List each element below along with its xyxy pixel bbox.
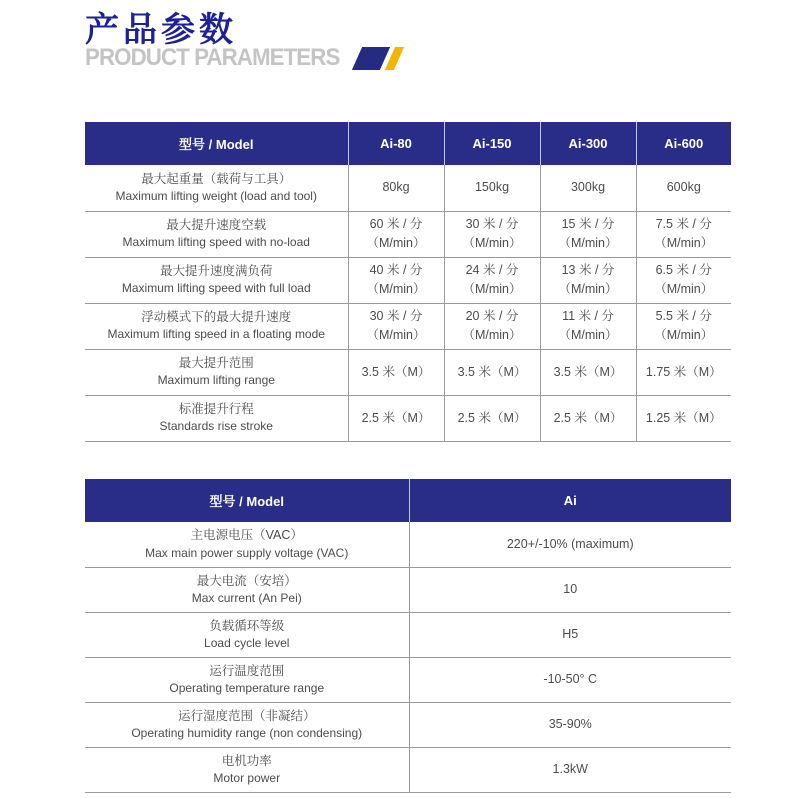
parameter-value-line: 30 米 / 分 — [369, 309, 423, 324]
parameter-label-english: Operating temperature range — [169, 680, 325, 695]
table-row — [85, 303, 731, 349]
parameter-label-cell — [85, 612, 409, 657]
parameter-value-cell — [444, 395, 540, 441]
parameter-value-cell — [348, 211, 444, 257]
parameter-value-cell — [444, 303, 540, 349]
parameter-value-line: 3.5 米（M） — [457, 364, 527, 379]
parameter-value-line: （M/min） — [366, 282, 426, 296]
parameter-value-line: （M/min） — [366, 328, 426, 342]
parameter-label-english: Maximum lifting range — [157, 373, 275, 388]
parameter-label-chinese: 运行温度范围 — [209, 663, 285, 678]
parameter-label-chinese: 负载循环等级 — [209, 618, 285, 633]
parameter-label-chinese: 电机功率 — [221, 753, 272, 768]
parameter-value-cell — [636, 395, 731, 441]
parameter-label-cell — [85, 349, 348, 395]
parameter-value-line: 1.75 米（M） — [645, 364, 722, 379]
parameter-value-line: 7.5 米 / 分 — [655, 217, 712, 232]
parameter-value-line: 10 — [563, 582, 578, 597]
parameter-value-line: （M/min） — [462, 236, 522, 250]
parameter-value-cell — [409, 522, 731, 567]
page-subtitle-row — [85, 44, 399, 72]
parameter-value-line: 40 米 / 分 — [369, 263, 423, 278]
parameter-label-cell — [85, 702, 409, 747]
parameter-value-cell — [348, 395, 444, 441]
parameter-value-line: 13 米 / 分 — [561, 263, 615, 278]
parameter-label-chinese: 最大提升速度空载 — [166, 218, 267, 233]
parameter-value-line: 24 米 / 分 — [465, 263, 519, 278]
common-parameters-table-body — [85, 522, 731, 792]
parameter-value-cell — [409, 567, 731, 612]
parameter-value-cell — [636, 211, 731, 257]
column-header-model: 型号 / Model — [85, 122, 348, 165]
parameter-value-line: （M/min） — [654, 236, 714, 250]
parameter-value-cell — [636, 257, 731, 303]
parameter-label-cell — [85, 395, 348, 441]
parameter-label-cell — [85, 165, 348, 211]
parameter-label-chinese: 最大起重量（载荷与工具） — [141, 171, 292, 186]
parameter-value-line: 600kg — [666, 180, 701, 195]
table-row — [85, 612, 731, 657]
parameter-label-english: Max current (An Pei) — [191, 590, 302, 605]
parameter-value-line: （M/min） — [366, 236, 426, 250]
parameter-value-line: 2.5 米（M） — [553, 410, 623, 425]
parameter-value-cell — [540, 395, 636, 441]
parameter-value-cell — [348, 165, 444, 211]
table-row — [85, 522, 731, 567]
parameter-value-line: （M/min） — [462, 282, 522, 296]
page-title-english: PRODUCT PARAMETERS — [85, 44, 340, 71]
parameter-label-english: Operating humidity range (non condensing) — [131, 725, 363, 740]
parameter-label-chinese: 标准提升行程 — [178, 402, 254, 417]
parameter-value-cell — [348, 257, 444, 303]
parameter-value-cell — [540, 349, 636, 395]
parameter-value-cell — [409, 657, 731, 702]
parameter-value-line: 6.5 米 / 分 — [655, 263, 712, 278]
model-parameters-table-body — [85, 165, 731, 441]
parameter-label-chinese: 最大提升范围 — [178, 356, 254, 371]
parameter-label-cell — [85, 257, 348, 303]
parameter-value-line: 15 米 / 分 — [561, 217, 615, 232]
parameter-value-line: （M/min） — [462, 328, 522, 342]
parameter-label-english: Standards rise stroke — [159, 419, 273, 434]
parameter-value-line: （M/min） — [558, 328, 618, 342]
parameter-value-line: 300kg — [570, 180, 606, 195]
parameter-value-line: 3.5 米（M） — [553, 364, 623, 379]
parameter-value-cell — [444, 257, 540, 303]
column-header-model: 型号 / Model — [85, 479, 409, 522]
parameter-label-chinese: 主电源电压（VAC） — [190, 528, 303, 543]
table-row — [85, 747, 731, 792]
column-header-ai-300: Ai-300 — [540, 122, 636, 165]
parameter-label-english: Load cycle level — [204, 635, 290, 650]
parameter-value-line: 1.25 米（M） — [645, 410, 722, 425]
parameter-label-english: Max main power supply voltage (VAC) — [145, 545, 349, 560]
parameter-label-cell — [85, 747, 409, 792]
parameter-value-cell — [636, 349, 731, 395]
common-parameters-table — [85, 479, 731, 793]
parameter-value-line: 30 米 / 分 — [465, 217, 519, 232]
parameter-value-cell — [540, 303, 636, 349]
table-row — [85, 211, 731, 257]
column-header-ai-600: Ai-600 — [636, 122, 731, 165]
table-row — [85, 349, 731, 395]
parameter-label-english: Motor power — [213, 770, 281, 785]
parameter-value-line: 20 米 / 分 — [465, 309, 519, 324]
parameter-value-cell — [444, 349, 540, 395]
parameter-value-cell — [540, 211, 636, 257]
page-title-chinese: 产品参数 — [85, 11, 237, 49]
column-header-ai-150: Ai-150 — [444, 122, 540, 165]
table-row — [85, 567, 731, 612]
parameter-value-line: （M/min） — [654, 328, 714, 342]
parameter-value-line: 11 米 / 分 — [562, 309, 614, 324]
parameter-value-cell — [444, 165, 540, 211]
parameter-value-cell — [636, 303, 731, 349]
parameter-value-line: 220+/-10% (maximum) — [506, 536, 634, 551]
parameter-value-line: （M/min） — [558, 236, 618, 250]
table-row — [85, 257, 731, 303]
parameter-value-line: -10-50° C — [543, 672, 598, 687]
parameter-label-cell — [85, 522, 409, 567]
parameter-label-english: Maximum lifting speed in a floating mode — [107, 327, 325, 342]
table-row — [85, 657, 731, 702]
parameter-value-cell — [540, 165, 636, 211]
parameter-label-chinese: 运行湿度范围（非凝结） — [177, 708, 316, 723]
parameter-value-line: 150kg — [474, 180, 510, 195]
column-header-ai: Ai — [409, 479, 731, 522]
column-header-ai-80: Ai-80 — [348, 122, 444, 165]
model-parameters-table — [85, 122, 731, 442]
parameter-value-cell — [348, 349, 444, 395]
parameter-value-cell — [540, 257, 636, 303]
parameter-value-line: 35-90% — [548, 717, 592, 732]
parameter-value-line: 5.5 米 / 分 — [655, 309, 712, 324]
parameter-value-cell — [636, 165, 731, 211]
parameter-value-line: 2.5 米（M） — [361, 410, 431, 425]
parameter-value-line: 60 米 / 分 — [369, 217, 423, 232]
parameter-label-english: Maximum lifting speed with full load — [121, 281, 311, 296]
table-header-row — [85, 122, 731, 165]
parameter-label-cell — [85, 657, 409, 702]
parameter-value-line: 1.3kW — [552, 762, 588, 777]
parameter-value-line: 80kg — [382, 180, 410, 195]
parameter-value-line: （M/min） — [654, 282, 714, 296]
navy-slash-icon — [351, 47, 389, 70]
parameter-label-english: Maximum lifting speed with no-load — [122, 235, 310, 250]
parameter-value-line: （M/min） — [558, 282, 618, 296]
parameter-value-cell — [444, 211, 540, 257]
parameter-value-line: H5 — [562, 627, 579, 642]
parameter-value-cell — [409, 612, 731, 657]
parameter-value-cell — [409, 747, 731, 792]
parameter-label-cell — [85, 567, 409, 612]
parameter-value-line: 3.5 米（M） — [361, 364, 431, 379]
parameter-label-chinese: 最大提升速度满负荷 — [159, 264, 273, 279]
table-row — [85, 702, 731, 747]
table-header-row — [85, 479, 731, 522]
table-row — [85, 165, 731, 211]
parameter-label-chinese: 最大电流（安培） — [196, 573, 297, 588]
parameter-label-chinese: 浮动模式下的最大提升速度 — [141, 310, 292, 325]
parameter-label-english: Maximum lifting weight (load and tool) — [115, 189, 317, 204]
parameter-label-cell — [85, 303, 348, 349]
parameter-value-cell — [409, 702, 731, 747]
parameter-label-cell — [85, 211, 348, 257]
parameter-value-cell — [348, 303, 444, 349]
parameter-value-line: 2.5 米（M） — [457, 410, 527, 425]
table-row — [85, 395, 731, 441]
